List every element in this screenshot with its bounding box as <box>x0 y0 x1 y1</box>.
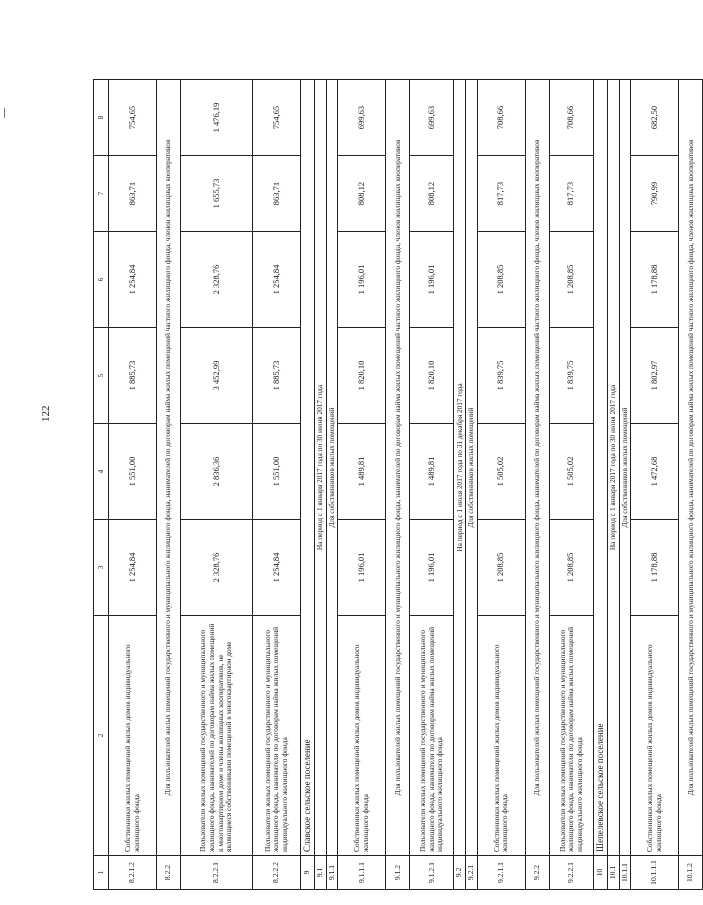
table-row <box>181 80 253 890</box>
column-number: 7 <box>94 156 109 232</box>
table-row <box>253 80 301 890</box>
row-code: 8.2.2 <box>157 856 181 890</box>
page-number: 122 <box>40 405 52 422</box>
row-code: 9.1.1.1 <box>338 856 386 890</box>
period-row <box>466 80 478 890</box>
tariff-value: 2 328,76 <box>181 232 253 328</box>
tariff-value: 1 178,88 <box>631 520 679 616</box>
column-number: 8 <box>94 80 109 156</box>
period-row <box>607 80 619 890</box>
row-code: 10.1.2 <box>679 856 703 890</box>
tariff-value: 708,66 <box>549 80 593 156</box>
tariff-value: 1 551,00 <box>253 424 301 520</box>
tariff-value: 1 254,84 <box>109 520 157 616</box>
row-label: Собственники жилых помещений жилых домов индивидуального жилищного фонда <box>338 616 386 856</box>
period-heading: Для собственников жилых помещений <box>466 80 478 856</box>
row-label: Собственники жилых помещений жилых домов индивидуального жилищного фонда <box>631 616 679 856</box>
category-row <box>525 80 549 890</box>
row-code: 9.1.1 <box>326 856 338 890</box>
tariff-value: 808,12 <box>338 156 386 232</box>
tariff-value: 1 885,73 <box>109 328 157 424</box>
column-number: 1 <box>94 856 109 890</box>
tariff-value: 1 489,81 <box>410 424 454 520</box>
tariff-value: 1 489,81 <box>338 424 386 520</box>
table-row <box>477 80 525 890</box>
period-heading: На период с 1 января 2017 года по 30 июня 2017 года <box>607 80 619 856</box>
table-row <box>109 80 157 890</box>
tariff-table <box>93 79 703 890</box>
table-row <box>549 80 593 890</box>
table-body <box>94 80 703 890</box>
rotated-table-wrapper <box>93 80 695 890</box>
row-label: Собственники жилых помещений жилых домов индивидуального жилищного фонда <box>477 616 525 856</box>
row-code: 10.1 <box>607 856 619 890</box>
tariff-value: 863,71 <box>109 156 157 232</box>
category-row <box>157 80 181 890</box>
tariff-value: 1 208,85 <box>477 232 525 328</box>
row-code: 9.2.1 <box>466 856 478 890</box>
tariff-value: 682,50 <box>631 80 679 156</box>
row-code: 9.1 <box>315 856 327 890</box>
table-row <box>410 80 454 890</box>
tariff-value: 1 178,88 <box>631 232 679 328</box>
row-code: 8.2.2.1 <box>181 856 253 890</box>
tariff-value: 1 196,01 <box>410 520 454 616</box>
tariff-value: 1 505,02 <box>549 424 593 520</box>
table-row <box>338 80 386 890</box>
tariff-value: 3 452,99 <box>181 328 253 424</box>
row-label: Пользователи жилых помещений государственного и муниципального жилищного фонда, наниматели по договорам найма жилых помещений индивидуального жилищного фонда <box>253 616 301 856</box>
row-code: 10 <box>593 856 607 890</box>
row-label: Собственники жилых помещений жилых домов индивидуального жилищного фонда <box>109 616 157 856</box>
tariff-value: 1 820,10 <box>410 328 454 424</box>
row-label: Пользователи жилых помещений государственного и муниципального жилищного фонда, наниматели по договорам найма жилых помещений индивидуального жилищного фонда <box>410 616 454 856</box>
tariff-value: 817,73 <box>549 156 593 232</box>
tariff-value: 817,73 <box>477 156 525 232</box>
period-heading: Для собственников жилых помещений <box>326 80 338 856</box>
column-number: 5 <box>94 328 109 424</box>
tariff-value: 1 802,97 <box>631 328 679 424</box>
table-row <box>631 80 679 890</box>
row-code: 9.2.2.1 <box>549 856 593 890</box>
row-code: 9.2 <box>454 856 466 890</box>
tariff-value: 1 208,85 <box>549 520 593 616</box>
settlement-name: Шепелевское сельское поселение <box>593 80 607 856</box>
tariff-value: 1 254,84 <box>253 232 301 328</box>
period-row <box>315 80 327 890</box>
row-code: 8.2.1.2 <box>109 856 157 890</box>
column-number: 3 <box>94 520 109 616</box>
tariff-value: 1 196,01 <box>338 520 386 616</box>
tariff-value: 1 208,85 <box>549 232 593 328</box>
tariff-value: 863,71 <box>253 156 301 232</box>
row-label: Пользователи жилых помещений государственного и муниципального жилищного фонда, нанимателей по договорам найма жилых помещений в многоквартирном доме и члены жилищных кооперативов, не являющиеся собственниками помещений в многоквартирном доме <box>181 616 253 856</box>
tariff-value: 1 476,19 <box>181 80 253 156</box>
tariff-value: 1 196,01 <box>338 232 386 328</box>
period-row <box>326 80 338 890</box>
scan-mark <box>4 108 5 118</box>
column-number: 4 <box>94 424 109 520</box>
tariff-value: 1 839,75 <box>549 328 593 424</box>
tariff-value: 1 196,01 <box>410 232 454 328</box>
settlement-row <box>301 80 315 890</box>
category-heading: Для пользователей жилых помещений государственного и муниципального жилищного фонда, нанимателей по договорам найма жилых помещений частного жилищного фонда, членов жилищных кооперативов <box>386 80 410 856</box>
row-code: 10.1.1 <box>619 856 631 890</box>
period-heading: На период с 1 июля 2017 года по 31 декабря 2017 года <box>454 80 466 856</box>
row-code: 9.1.2 <box>386 856 410 890</box>
column-number: 2 <box>94 616 109 856</box>
tariff-value: 1 254,84 <box>253 520 301 616</box>
tariff-value: 754,65 <box>109 80 157 156</box>
period-heading: На период с 1 января 2017 года по 30 июня 2017 года <box>315 80 327 856</box>
tariff-value: 708,66 <box>477 80 525 156</box>
tariff-value: 1 839,75 <box>477 328 525 424</box>
tariff-value: 2 328,76 <box>181 520 253 616</box>
tariff-value: 808,12 <box>410 156 454 232</box>
row-code: 10.1.1.1 <box>631 856 679 890</box>
tariff-value: 1 551,00 <box>109 424 157 520</box>
period-row <box>619 80 631 890</box>
tariff-value: 1 885,73 <box>253 328 301 424</box>
tariff-value: 1 254,84 <box>109 232 157 328</box>
column-number-row <box>94 80 109 890</box>
tariff-value: 699,63 <box>410 80 454 156</box>
category-row <box>679 80 703 890</box>
tariff-value: 2 836,36 <box>181 424 253 520</box>
tariff-value: 1 820,10 <box>338 328 386 424</box>
row-code: 9 <box>301 856 315 890</box>
row-label: Пользователи жилых помещений государственного и муниципального жилищного фонда, наниматели по договорам найма жилых помещений индивидуального жилищного фонда <box>549 616 593 856</box>
tariff-value: 754,65 <box>253 80 301 156</box>
period-heading: Для собственников жилых помещений <box>619 80 631 856</box>
tariff-value: 699,63 <box>338 80 386 156</box>
column-number: 6 <box>94 232 109 328</box>
tariff-value: 1 505,02 <box>477 424 525 520</box>
row-code: 8.2.2.2 <box>253 856 301 890</box>
category-heading: Для пользователей жилых помещений государственного и муниципального жилищного фонда, нанимателей по договорам найма жилых помещений частного жилищного фонда, членов жилищных кооперативов <box>157 80 181 856</box>
category-row <box>386 80 410 890</box>
settlement-name: Славское сельское поселение <box>301 80 315 856</box>
period-row <box>454 80 466 890</box>
tariff-value: 1 655,73 <box>181 156 253 232</box>
category-heading: Для пользователей жилых помещений государственного и муниципального жилищного фонда, нанимателей по договорам найма жилых помещений частного жилищного фонда, членов жилищных кооперативов <box>525 80 549 856</box>
tariff-value: 1 208,85 <box>477 520 525 616</box>
tariff-value: 790,99 <box>631 156 679 232</box>
row-code: 9.2.2 <box>525 856 549 890</box>
category-heading: Для пользователей жилых помещений государственного и муниципального жилищного фонда, нанимателей по договорам найма жилых помещений частного жилищного фонда, членов жилищных кооперативов <box>679 80 703 856</box>
row-code: 9.1.2.1 <box>410 856 454 890</box>
settlement-row <box>593 80 607 890</box>
tariff-value: 1 472,68 <box>631 424 679 520</box>
row-code: 9.2.1.1 <box>477 856 525 890</box>
